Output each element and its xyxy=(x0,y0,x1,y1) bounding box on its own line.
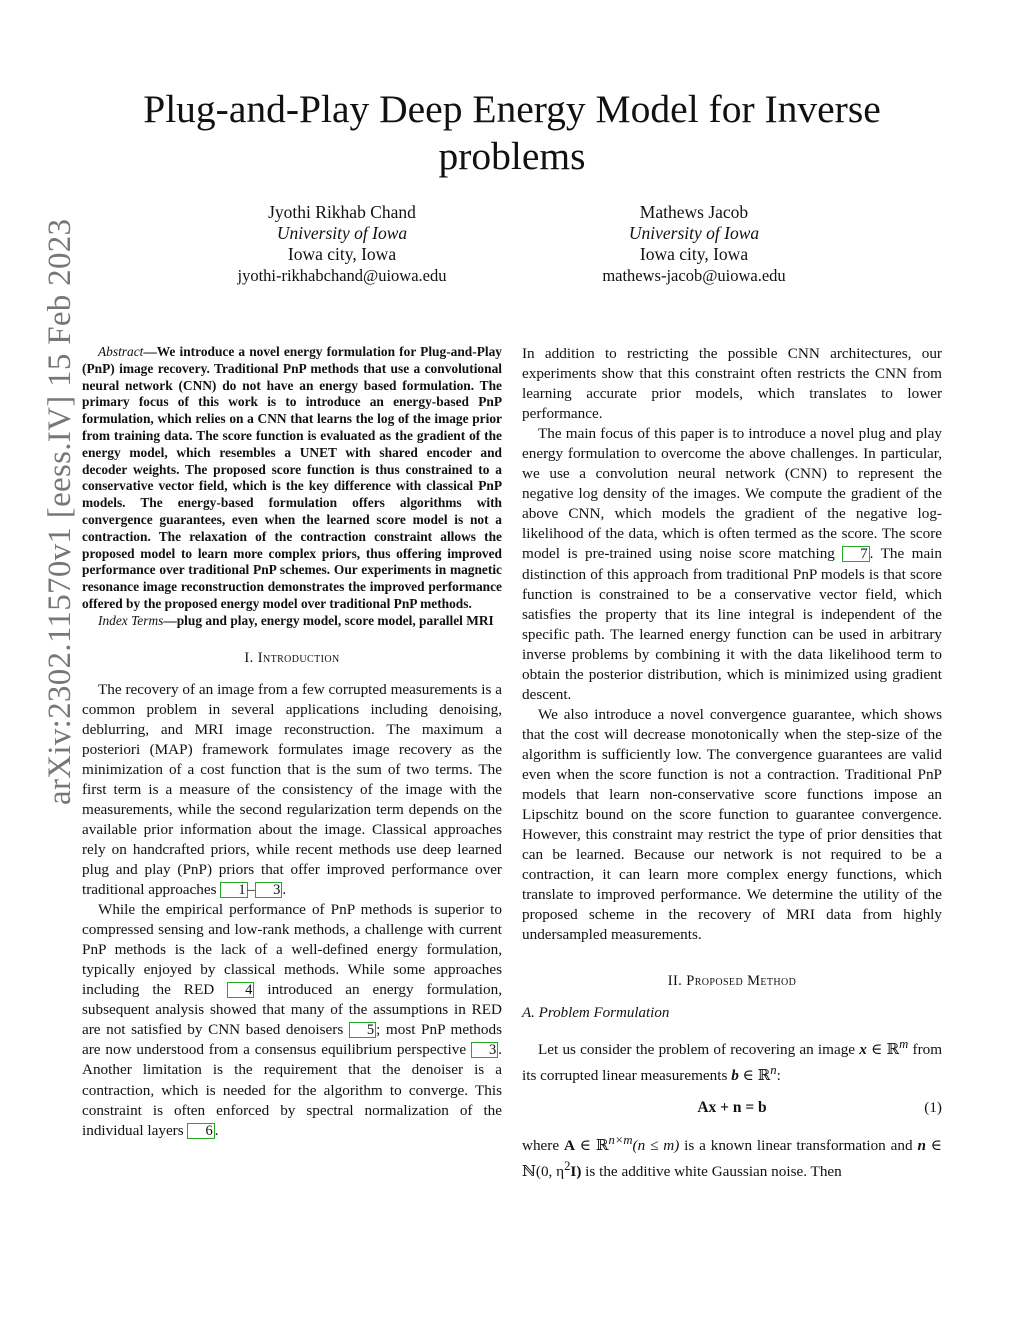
paragraph-text: ; most PnP methods are now understood from a consensus equilibrium perspective xyxy=(82,1021,503,1059)
paragraph-text: Let us consider the problem of recovering an image xyxy=(538,1040,856,1058)
math-symbol: n xyxy=(917,1136,926,1154)
paragraph-text: introduced an energy formulation, subsequent analysis showed that many of the assumptions in RED are not satisfied by CNN based denoisers xyxy=(82,981,503,1039)
math-superscript: n×m xyxy=(608,1132,633,1147)
abstract-label: Abstract xyxy=(98,344,144,359)
equation-number: (1) xyxy=(924,1098,942,1116)
author-affiliation: University of Iowa xyxy=(628,223,760,243)
intro-paragraph-1 xyxy=(82,680,502,901)
paragraph-text: . The main distinction of this approach from traditional PnP models is that score function is constrained to be a conservative vector field, which satisfies the property that its line integral is independent of the specific path. The learned energy function can be used in arbitrary inverse problems by combining it with the data likelihood term to obtain the posterior distribution, which is minimized using gradient descent. xyxy=(522,545,942,703)
index-terms: Index Terms—plug and play, energy model, score model, parallel MRI xyxy=(98,612,494,628)
paragraph-text: where xyxy=(522,1136,560,1154)
math-symbol: b xyxy=(731,1066,739,1084)
citation-link[interactable]: 5 xyxy=(349,1022,376,1038)
left-column xyxy=(82,344,502,1141)
method-paragraph-1 xyxy=(522,1034,942,1086)
paragraph-text: . Another limitation is the requirement that the denoiser is a contraction, which is needed for the algorithm to converge. This constraint is often enforced by spectral normalization of the individual layers xyxy=(82,1041,503,1139)
math-superscript: m xyxy=(899,1036,909,1051)
equation-1 xyxy=(522,1098,942,1118)
paragraph-text: . xyxy=(282,881,287,899)
section-heading-introduction xyxy=(82,648,502,668)
section-number: I. xyxy=(244,649,254,666)
author-name: Mathews Jacob xyxy=(639,202,749,222)
intro-paragraph-3: In addition to restricting the possible CNN architectures, our experiments show that this constraint often restricts the CNN from learning accurate prior models, which translates to lower performance. xyxy=(522,345,942,423)
citation-dash: – xyxy=(247,881,256,899)
author-block-2 xyxy=(529,202,859,286)
index-terms-text: plug and play, energy model, score model, parallel MRI xyxy=(176,612,494,628)
paragraph-text: The recovery of an image from a few corrupted measurements is a common problem in several applications including denoising, deblurring, and MRI image reconstruction. The maximum a posteriori (MAP) framework formulates image recovery as the minimization of a cost function that is the sum of two terms. The first term is a measure of the consistency of the image with the measurements, while the second regularization term depends on the available prior information about the image. Classical approaches rely on handcrafted priors, while recent methods use deep learned plug and play (PnP) priors that offer improved performance over traditional approaches xyxy=(82,680,502,899)
citation-link[interactable]: 4 xyxy=(227,982,254,998)
math-space: ∈ ℝ xyxy=(579,1136,609,1154)
right-column xyxy=(522,344,942,1182)
math-condition: (n ≤ m) xyxy=(632,1136,680,1154)
author-location: Iowa city, Iowa xyxy=(287,244,397,264)
math-space: ∈ ℝ xyxy=(871,1040,900,1058)
paragraph-text: : xyxy=(776,1066,781,1084)
intro-paragraph-2 xyxy=(82,900,502,1141)
arxiv-watermark: arXiv:2302.11570v1 [eess.IV] 15 Feb 2023 xyxy=(42,218,78,805)
math-superscript: 2 xyxy=(564,1158,571,1173)
math-superscript: n xyxy=(770,1062,777,1077)
author-email: mathews-jacob@uiowa.edu xyxy=(602,266,786,285)
index-terms-label: Index Terms xyxy=(98,612,164,628)
paragraph-text: While the empirical performance of PnP methods is superior to compressed sensing and low-rank methods, a challenge with current PnP methods is the lack of a well-defined energy formulation, typically enjoyed by classical methods. While some approaches including the RED xyxy=(82,901,502,999)
author-affiliation: University of Iowa xyxy=(276,223,408,243)
author-block-1 xyxy=(177,202,507,286)
paragraph-text: is a known linear transformation and xyxy=(684,1136,913,1154)
abstract: Abstract—We introduce a novel energy formulation for Plug-and-Play (PnP) image recovery. Traditional PnP methods that use a convolutional neural network (CNN) do not have an energy based formulation. The primary focus of this work is to introduce an energy-based PnP formulation, which relies on a CNN that learns the log of the image prior from training data. The score function is evaluated as the gradient of the energy model, which resembles a UNET with shared encoder and decoder weights. The proposed score function is thus constrained to a conservative vector field, which is the key difference with classical PnP models. The energy-based formulation offers algorithms with convergence guarantees, even when the learned score model is not a contraction. The relaxation of the contraction constraint allows the proposed model to learn more complex priors, thus offering improved performance over traditional PnP schemes. Our experiments in magnetic resonance image reconstruction demonstrates the improved performance offered by the proposed energy model over traditional PnP methods. xyxy=(82,344,502,611)
citation-link[interactable]: 6 xyxy=(187,1123,214,1139)
citation-link[interactable]: 3 xyxy=(471,1042,498,1058)
paragraph-text: from its corrupted linear measurements xyxy=(522,1040,943,1084)
citation-link[interactable]: 1 xyxy=(220,882,247,898)
author-location: Iowa city, Iowa xyxy=(639,244,749,264)
paper-title: Plug-and-Play Deep Energy Model for Inverse problems xyxy=(143,87,881,178)
intro-paragraph-4 xyxy=(522,424,942,705)
math-space: ∈ ℝ xyxy=(742,1066,771,1084)
citation-link[interactable]: 3 xyxy=(255,882,282,898)
citation-link[interactable]: 7 xyxy=(842,546,869,562)
section-heading-proposed-method xyxy=(522,971,942,991)
intro-paragraph-5: We also introduce a novel convergence guarantee, which shows that the cost will decrease monotonically when the step-size of the algorithm is sufficiently low. The convergence guarantees are valid even when the score function is not a contraction. Traditional PnP models that learn non-conservative score functions impose an Lipschitz bound on the score function to guarantee convergence. However, this constraint may restrict the type of prior densities that can be learned. Because our network is not required to be a contraction, it can learn more complex energy functions, which translate to improved performance. We determine the utility of the proposed scheme in the recovery of MRI data from highly undersampled measurements. xyxy=(522,705,942,944)
author-email: jyothi-rikhabchand@uiowa.edu xyxy=(237,266,447,285)
abstract-text: We introduce a novel energy formulation for Plug-and-Play (PnP) image recovery. Traditional PnP methods that use a convolutional neural network (CNN) do not have an energy based formulation. The primary focus of this work is to introduce an energy-based PnP formulation, which relies on a CNN that learns the log of the image prior from training data. The score function is evaluated as the gradient of the energy model, which resembles a UNET with shared encoder and decoder weights. The proposed score function is thus constrained to a conservative vector field, which is the key difference with classical PnP models. The energy-based formulation offers algorithms with convergence guarantees, even when the learned score model is not a contraction. The relaxation of the contraction constraint allows the proposed model to learn more complex priors, thus offering improved performance over traditional PnP schemes. Our experiments in magnetic resonance image reconstruction demonstrates the improved performance offered by the proposed energy model over traditional PnP methods. xyxy=(82,344,502,611)
author-name: Jyothi Rikhab Chand xyxy=(268,202,416,222)
math-symbol: x xyxy=(859,1040,867,1058)
math-symbol: A xyxy=(563,1136,575,1154)
subsection-heading-problem-formulation: A. Problem Formulation xyxy=(522,1005,670,1022)
section-title: Proposed Method xyxy=(686,973,797,990)
paragraph-text: . xyxy=(214,1121,219,1139)
equation-body: Ax + n = b xyxy=(697,1098,767,1116)
math-distribution: ∈ ℕ(0, η xyxy=(522,1136,942,1180)
math-distribution-end: I) xyxy=(570,1162,582,1180)
section-title: Introduction xyxy=(257,649,340,666)
section-number: II. xyxy=(667,973,683,990)
paragraph-text: The main focus of this paper is to introduce a novel plug and play energy formulation to overcome the above challenges. In particular, we use a convolution neural network (CNN) to represent the negative log density of the images. We compute the gradient of the above CNN, which models the gradient of the negative log-likelihood of the data, which is often termed as the score. The score model is pre-trained using noise score matching xyxy=(522,425,942,563)
paragraph-text: is the additive white Gaussian noise. Then xyxy=(585,1162,842,1180)
method-paragraph-2 xyxy=(522,1130,942,1182)
